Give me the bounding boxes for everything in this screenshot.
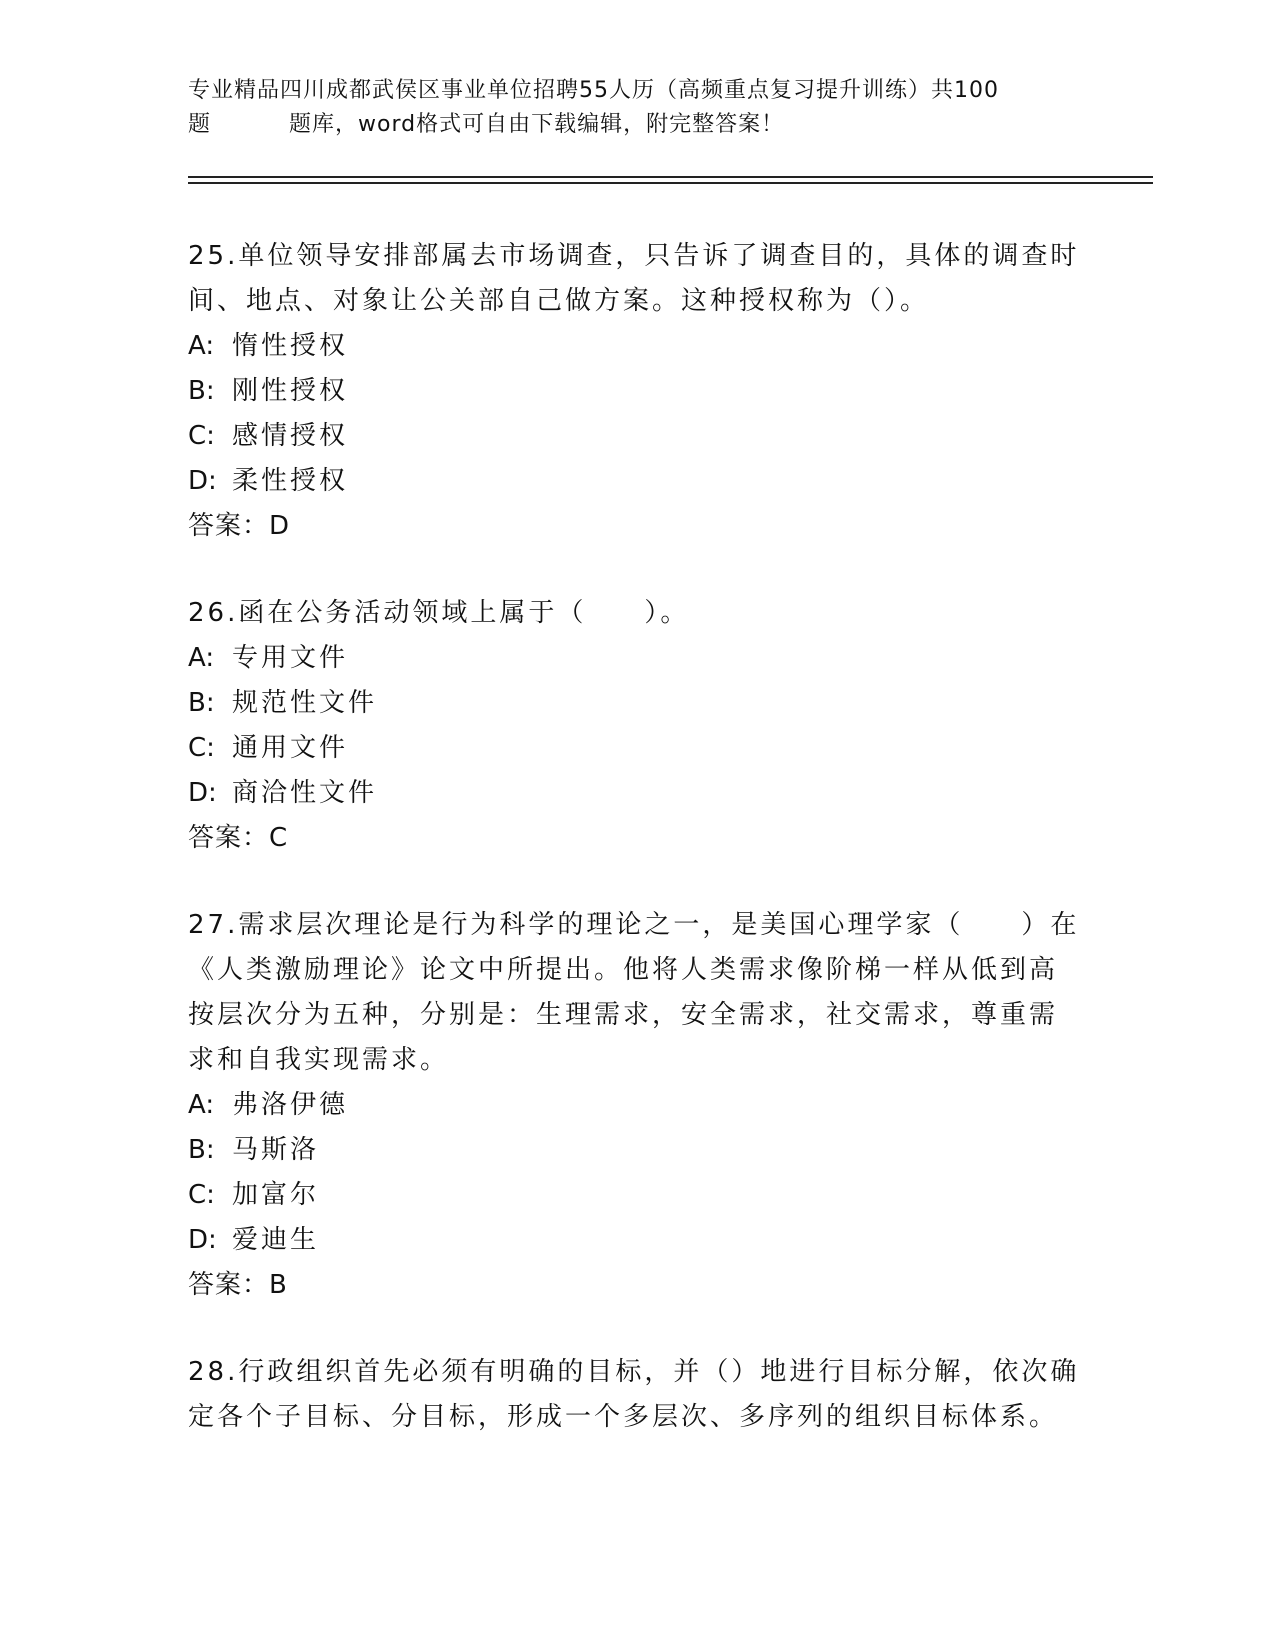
option-letter: B: (188, 1135, 215, 1165)
option-letter: B: (188, 376, 215, 406)
question-stem-line: 按层次分为五种，分别是：生理需求，安全需求，社交需求，尊重需 (188, 1000, 1059, 1030)
option-text: 惰性授权 (232, 331, 349, 361)
option-text: 加富尔 (232, 1180, 320, 1210)
option-a (188, 1083, 1088, 1128)
option-text: 专用文件 (232, 643, 349, 673)
question-28 (188, 1350, 1088, 1440)
header-title-line2-rest: 题库，word格式可自由下载编辑，附完整答案！ (289, 112, 785, 137)
answer-label: 答案：B (188, 1270, 288, 1300)
option-letter: D: (188, 466, 217, 496)
option-letter: C: (188, 1180, 215, 1210)
option-letter: A: (188, 1090, 215, 1120)
option-d (188, 771, 1088, 816)
option-letter: D: (188, 778, 217, 808)
question-list (188, 234, 1088, 1482)
option-letter: C: (188, 421, 215, 451)
option-letter: A: (188, 643, 215, 673)
option-letter: A: (188, 331, 215, 361)
answer-label: 答案：C (188, 823, 289, 853)
option-letter: B: (188, 688, 215, 718)
option-text: 商洽性文件 (232, 778, 378, 808)
page-header (188, 74, 1068, 142)
question-stem-line: 28.行政组织首先必须有明确的目标，并（）地进行目标分解，依次确 (188, 1357, 1080, 1387)
answer-label: 答案：D (188, 511, 291, 541)
option-a (188, 636, 1088, 681)
option-b (188, 681, 1088, 726)
question-27 (188, 903, 1088, 1308)
option-a (188, 324, 1088, 369)
option-c (188, 1173, 1088, 1218)
option-text: 弗洛伊德 (232, 1090, 349, 1120)
option-letter: D: (188, 1225, 217, 1255)
header-rule-top (188, 176, 1153, 178)
option-text: 柔性授权 (232, 466, 349, 496)
option-text: 感情授权 (232, 421, 349, 451)
question-stem-line: 27.需求层次理论是行为科学的理论之一，是美国心理学家（ ）在 (188, 910, 1080, 940)
option-text: 规范性文件 (232, 688, 378, 718)
option-b (188, 1128, 1088, 1173)
question-stem-line: 定各个子目标、分目标，形成一个多层次、多序列的组织目标体系。 (188, 1402, 1059, 1432)
question-stem-line: 间、地点、对象让公关部自己做方案。这种授权称为（）。 (188, 286, 930, 316)
option-c (188, 726, 1088, 771)
header-title-line2 (188, 108, 1068, 142)
option-letter: C: (188, 733, 215, 763)
option-d (188, 1218, 1088, 1263)
question-26 (188, 591, 1088, 861)
option-d (188, 459, 1088, 504)
question-25 (188, 234, 1088, 549)
option-text: 马斯洛 (232, 1135, 320, 1165)
question-stem-line: 25.单位领导安排部属去市场调查，只告诉了调查目的，具体的调查时 (188, 241, 1080, 271)
option-text: 刚性授权 (232, 376, 349, 406)
option-text: 爱迪生 (232, 1225, 320, 1255)
question-stem-line: 26.函在公务活动领域上属于（ ）。 (188, 598, 690, 628)
question-stem-line: 求和自我实现需求。 (188, 1045, 450, 1075)
header-rule-bottom (188, 182, 1153, 184)
option-b (188, 369, 1088, 414)
header-title-line1: 专业精品四川成都武侯区事业单位招聘55人历（高频重点复习提升训练）共100 (188, 78, 999, 103)
option-text: 通用文件 (232, 733, 349, 763)
option-c (188, 414, 1088, 459)
header-title-line2-start: 题 (188, 112, 212, 137)
question-stem-line: 《人类激励理论》论文中所提出。他将人类需求像阶梯一样从低到高 (188, 955, 1059, 985)
